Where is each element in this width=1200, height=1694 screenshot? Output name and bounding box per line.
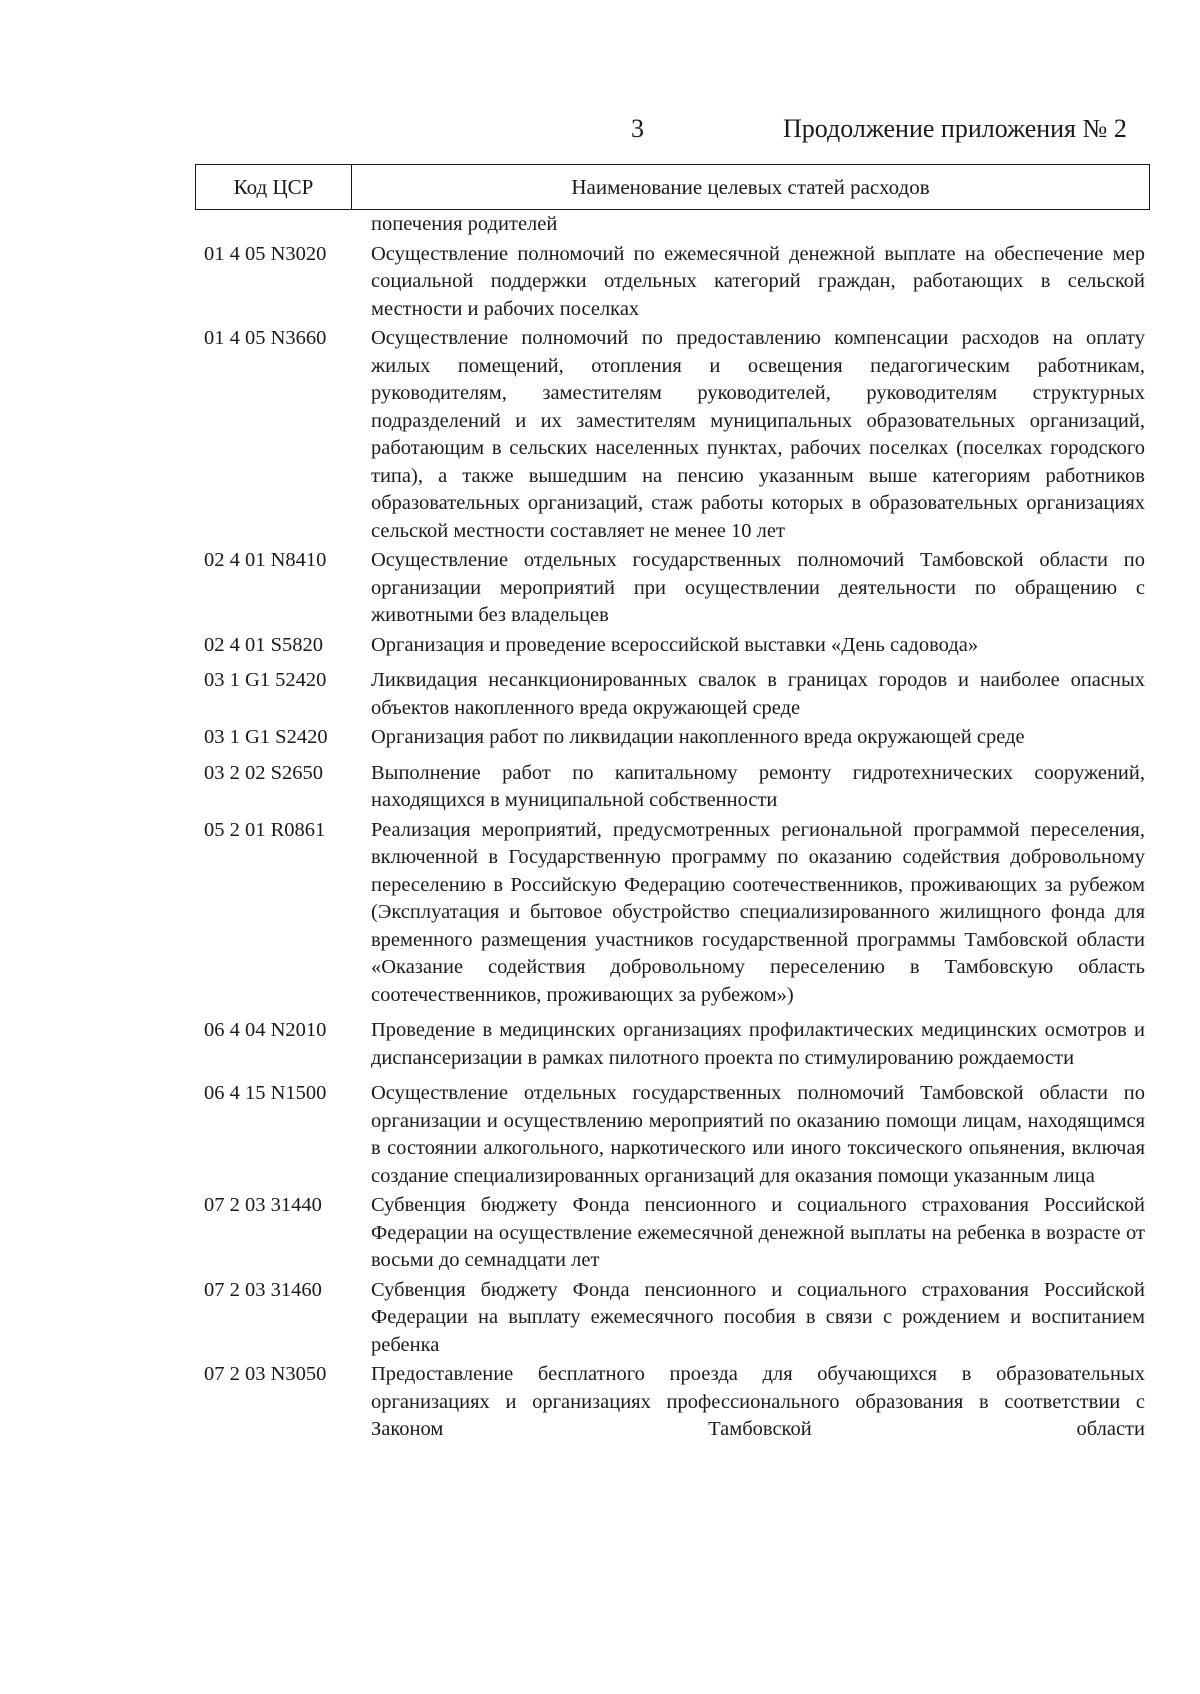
page-number: 3 bbox=[631, 114, 644, 143]
table-row bbox=[196, 1277, 1150, 1360]
row-description: Организация работ по ликвидации накопленного вреда окружающей среде bbox=[371, 726, 1025, 748]
table-row bbox=[196, 632, 1150, 660]
row-description: Проведение в медицинских организациях профилактических медицинских осмотров и диспансеризации в рамках пилотного проекта по стимулированию рождаемости bbox=[371, 1019, 1145, 1069]
row-description: Осуществление отдельных государственных полномочий Тамбовской области по организации мероприятий при осуществлении деятельности по обращению с животными без владельцев bbox=[371, 549, 1145, 626]
row-code: 03 1 G1 52420 bbox=[204, 669, 327, 691]
table-row bbox=[196, 817, 1150, 1010]
row-description: Выполнение работ по капитальному ремонту гидротехнических сооружений, находящихся в муниципальной собственности bbox=[371, 761, 1145, 811]
appendix-continuation-heading: Продолжение приложения № 2 bbox=[783, 114, 1127, 143]
table-row bbox=[196, 724, 1150, 752]
row-description: Предоставление бесплатного проезда для обучающихся в образовательных организациях и организациях профессионального образования в соответствии с Законом Тамбовской области bbox=[371, 1363, 1145, 1440]
row-code: 02 4 01 N8410 bbox=[204, 549, 327, 571]
table-body bbox=[196, 211, 1150, 1446]
row-description: Осуществление полномочий по ежемесячной денежной выплате на обеспечение мер социальной поддержки отдельных категорий граждан, работающих в сельской местности и рабочих поселках bbox=[371, 242, 1145, 320]
table-row bbox=[196, 1080, 1150, 1190]
table-row bbox=[196, 667, 1150, 722]
table-row bbox=[196, 547, 1150, 630]
row-description: Ликвидация несанкционированных свалок в границах городов и наиболее опасных объектов накопленного вреда окружающей среде bbox=[371, 669, 1145, 719]
row-code: 01 4 05 N3020 bbox=[204, 242, 327, 265]
table-row bbox=[196, 325, 1150, 545]
row-code: 07 2 03 N3050 bbox=[204, 1363, 327, 1385]
column-header-name: Наименование целевых статей расходов bbox=[571, 174, 930, 199]
row-code: 06 4 04 N2010 bbox=[204, 1019, 327, 1041]
row-description: Субвенция бюджету Фонда пенсионного и социального страхования Российской Федерации на выплату ежемесячного пособия в связи с рождением и воспитанием ребенка bbox=[371, 1278, 1145, 1356]
table-row bbox=[196, 211, 1150, 239]
table-row bbox=[196, 1361, 1150, 1444]
row-code bbox=[196, 211, 371, 239]
row-description: Субвенция бюджету Фонда пенсионного и социального страхования Российской Федерации на осуществление ежемесячной денежной выплаты на ребенка в возрасте от восьми до семнадцати лет bbox=[371, 1194, 1145, 1271]
row-description: Реализация мероприятий, предусмотренных региональной программой переселения, включенной в Государственную программу по оказанию содействия добровольному переселению в Российскую Федерацию соотечественников, проживающих за рубежом (Эксплуатация и бытовое обустройство специализированного жилищного фонда для временного размещения участников государственной программы Тамбовской области «Оказание содействия добровольному переселению в Тамбовскую область соотечественников, проживающих за рубежом») bbox=[371, 818, 1145, 1006]
row-description: Осуществление отдельных государственных полномочий Тамбовской области по организации и осуществлению мероприятий по оказанию помощи лицам, находящимся в состоянии алкогольного, наркотического или иного токсического опьянения, включая создание специализированных организаций для оказания помощи указанным лица bbox=[371, 1082, 1145, 1187]
row-code: 03 2 02 S2650 bbox=[204, 761, 324, 784]
table-row bbox=[196, 241, 1150, 324]
row-description: Осуществление полномочий по предоставлению компенсации расходов на оплату жилых помещений, отопления и освещения педагогическим работникам, руководителям, заместителям руководителей, руководителям структурных подразделений и их заместителям муниципальных образовательных организаций, работающим в сельских населенных пунктах, рабочих поселках (поселках городского типа), а также вышедшим на пенсию указанным выше категориям работников образовательных организаций, стаж работы которых в образовательных организациях сельской местности составляет не менее 10 лет bbox=[371, 327, 1145, 542]
table-row bbox=[196, 760, 1150, 815]
table-row bbox=[196, 1017, 1150, 1072]
row-code: 06 4 15 N1500 bbox=[204, 1082, 327, 1104]
row-code: 02 4 01 S5820 bbox=[204, 633, 324, 656]
table-header bbox=[195, 164, 1150, 210]
row-description: Организация и проведение всероссийской выставки «День садовода» bbox=[371, 633, 979, 656]
row-description: попечения родителей bbox=[371, 213, 558, 235]
row-code: 03 1 G1 S2420 bbox=[204, 726, 328, 748]
row-code: 07 2 03 31460 bbox=[204, 1278, 322, 1301]
table-row bbox=[196, 1192, 1150, 1275]
row-code: 07 2 03 31440 bbox=[204, 1194, 322, 1216]
row-code: 05 2 01 R0861 bbox=[204, 818, 326, 841]
row-code: 01 4 05 N3660 bbox=[204, 327, 327, 349]
column-header-code: Код ЦСР bbox=[196, 165, 352, 209]
